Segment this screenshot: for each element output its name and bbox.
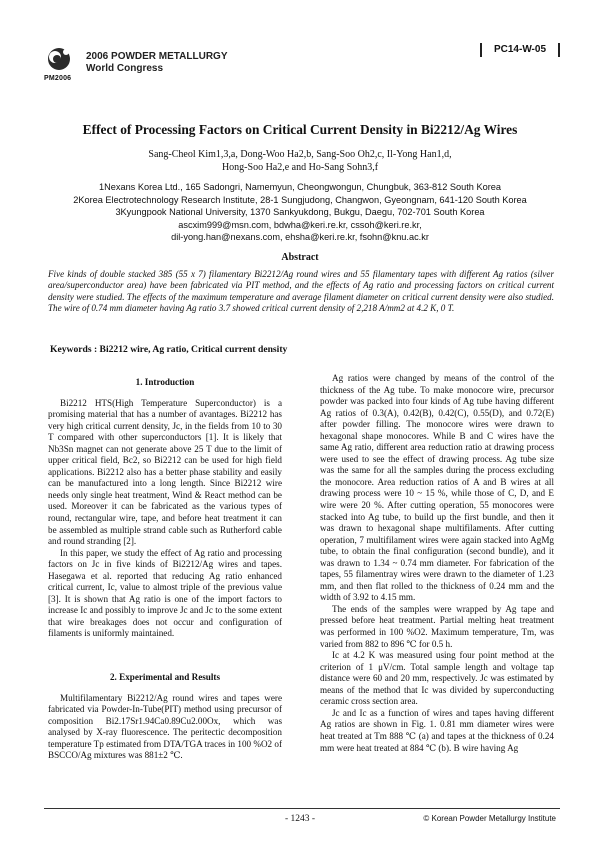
paragraph: In this paper, we study the effect of Ag ratio and processing factors on Jc in five kinds of Bi2212/Ag wires and tapes. Hasegawa et al. reported that reducing Ag ratio enhanced critical current, Ic, value to almost triple of the previous value [3]. It is shown that Ag ratio is one of the import factors to increase Ic and possibly to improve Jc and Jc to the some extent that wire breakages does not occur and configuration of filaments is uniformly maintained.	[48, 547, 282, 639]
code-right-bar	[558, 43, 560, 57]
right-column	[320, 373, 554, 754]
logo-text: PM2006	[44, 75, 72, 82]
section-heading-experimental: 2. Experimental and Results	[109, 672, 220, 683]
affiliation-line: 3Kyungpook National University, 1370 Sankyukdong, Bukgu, Daegu, 702-701 South Korea	[115, 207, 485, 217]
authors-line-1: Sang-Cheol Kim1,3,a, Dong-Woo Ha2,b, Sang-Soo Oh2,c, Il-Yong Han1,d,	[148, 149, 452, 160]
footer-divider	[44, 808, 560, 809]
paragraph: Bi2212 HTS(High Temperature Superconductor) is a promising material that has a number of avantages. Bi2212 has very high critical current density, Jc, in the fields from 10 to 30 T compared with other superconductors [1]. It is likely that Nb3Sn magnet can not generate above 25 T due to the limit of upper critical field, Bc2, so Bi2212 can be used for high field applications. Bi2212 also has a better phase stability and easily can be manufactured into a long length. Since Bi2212 wire needs only single heat treatment, Wind & React method can be used. Moreover it can be fabricated as the various types of round, rectangular wire, tape, and before heat treatment it can be assembled as multiple strand cable such as Rutherford cable and round stranding [2].	[48, 397, 282, 547]
section-heading-introduction: 1. Introduction	[135, 377, 195, 387]
keywords: Keywords : Bi2212 wire, Ag ratio, Critical current density	[50, 344, 288, 355]
conference-line-2: World Congress	[86, 63, 164, 74]
abstract-heading: Abstract	[281, 252, 319, 263]
page-number: - 1243 -	[284, 814, 316, 824]
paper-code	[480, 41, 560, 59]
copyright-notice: © Korean Powder Metallurgy Institute	[423, 814, 556, 823]
authors-line-2: Hong-Soo Ha2,e and Ho-Sang Sohn3,f	[221, 162, 379, 173]
affiliation-line: 1Nexans Korea Ltd., 165 Sadongri, Namemyun, Cheongwongun, Chungbuk, 363-812 South Korea	[99, 182, 501, 192]
affiliations	[30, 181, 570, 244]
paragraph: Multifilamentary Bi2212/Ag round wires and tapes were fabricated via Powder-In-Tube(PIT) method using precursor of composition Bi2.17Sr1.94Ca0.89Cu2.00Ox, which was analysed by X-ray fluorescence. The peritectic decomposition temperature Tp estimated from DTA/TGA traces in 100 %O2 of BSCCO/Ag mixtures was 881±2 ℃.	[48, 692, 282, 761]
paragraph: The ends of the samples were wrapped by Ag tape and pressed before heat treatment. Partial melting heat treatment was performed in 100 %O2. Maximum temperature, Tm, was varied from 882 to 896 ℃ for 0.5 h.	[320, 603, 554, 649]
email-line: ascxim999@msn.com, bdwha@keri.re.kr, cssoh@keri.re.kr,	[178, 219, 422, 230]
left-column	[48, 373, 282, 762]
paragraph: Jc and Ic as a function of wires and tapes having different Ag ratios are shown in Fig. 1. 0.81 mm diameter wires were heat treated at Tm 888 ℃ (a) and tapes at the thickness of 0.24 mm were heat treated at 884 ℃ (b). B wire having Ag	[320, 707, 554, 753]
conference-line-1: 2006 POWDER METALLURGY	[86, 51, 228, 62]
conference-name	[86, 51, 228, 75]
paragraph: Ic at 4.2 K was measured using four point method at the criterion of 1 μV/cm. Total sample length and voltage tap distance were 60 and 20 mm, respectively. Jc was estimated by means of the method that Ic was divided by superconducting ceramic cross section area.	[320, 650, 554, 707]
paragraph: Ag ratios were changed by means of the control of the thickness of the Ag tube. To make monocore wire, precursor powder was packed into four kinds of Ag tube having different Ag ratios of 0.3(A), 0.42(B), 0.42(C), 0.55(D), and 0.72(E) after powder filling. The monocore wires were drawn to hexagonal shape monocores. While B and C wires have the same Ag ratio, different area reduction ratio at drawing process were used to see the effect of drawing process. Ag tube size was the same for all the samples during the process excluding the monocore. Area reduction ratios of A and B wires at all drawing process were 10 ~ 15 %, while those of C, D, and E wire were 20 %. After cutting operation, 55 monocores were stacked into Ag tube, to build up the first bundle, and then it was drawn to hexagonal shape multifilaments. After cutting operation, 7 multifilament wires were again stacked into AgMg tube, to obtain the final configuration (second bundle), and it was drawn to 1.34 ~ 0.74 mm diameter. For fabrication of the tapes, 55 filamentray wires were drawn to the diameter of 1.23 mm, and then flat rolled to the thickness of 0.24 mm and the width of 3.92 to 4.15 mm.	[320, 373, 554, 603]
code-left-bar	[480, 43, 482, 57]
affiliation-line: 2Korea Electrotechnology Research Institute, 28-1 Sungjudong, Changwon, Gyeongnam, 641-120 South Korea	[73, 194, 527, 205]
abstract-text: Five kinds of double stacked 385 (55 x 7) filamentary Bi2212/Ag round wires and 55 filamentary tapes with different Ag ratios (silver area/superconductor area) have been fabricated via PIT method, and the effects of Ag ratio and processing factors on critical current density were studied. The effects of the maximum temperature and average filament diameter on critical current density were also studied. The wire of 0.74 mm diameter having Ag ratio 3.7 showed critical current density of 2,218 A/mm2 at 4.2 K, 0 T.	[48, 269, 554, 314]
paper-title: Effect of Processing Factors on Critical Current Density in Bi2212/Ag Wires	[82, 122, 518, 137]
author-list	[100, 148, 500, 174]
paper-code-text: PC14-W-05	[493, 44, 547, 55]
email-line: dil-yong.han@nexans.com, ehsha@keri.re.kr, fsohn@knu.ac.kr	[171, 232, 429, 242]
section-gap	[48, 640, 282, 668]
